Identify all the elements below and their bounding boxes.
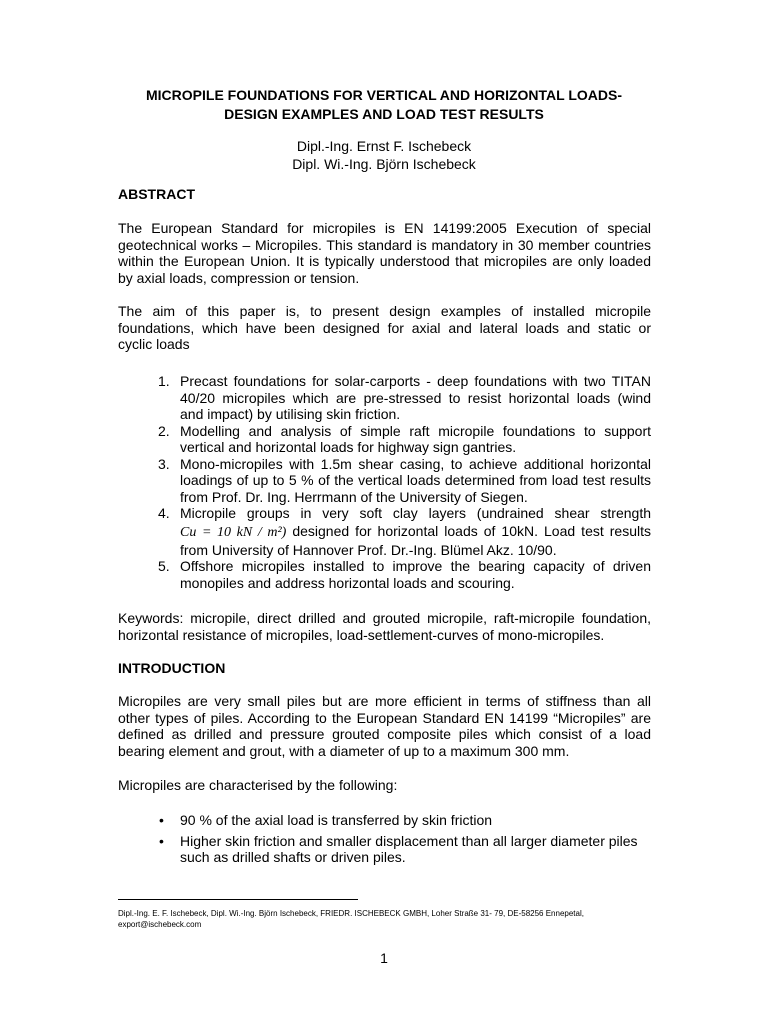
text-line: Micropile groups in very soft clay layers (undrained shear strength [180,505,651,521]
list-number: 1. [158,373,170,389]
text-line: 40/20 micropiles which are pre-stressed to resist horizontal loads (wind [180,389,651,406]
text-line: Modelling and analysis of simple raft micropile foundations to support [180,422,651,439]
text-line: and impact) by utilising skin friction. [180,406,401,422]
text-line: vertical and horizontal loads for highway sign gantries. [180,439,517,455]
list-number: 3. [158,455,170,472]
footnote [118,908,658,930]
list-item [158,373,651,423]
abstract-paragraph-1 [118,220,651,286]
text-line: Micropiles are characterised by the following: [118,777,398,793]
text-line: Micropiles are very small piles but are more efficient in terms of stiffness than all [118,693,651,709]
text-line: cyclic loads [118,336,190,352]
text-line: horizontal resistance of micropiles, load-settlement-curves of mono-micropiles. [118,626,605,643]
author-1: Dipl.-Ing. Ernst F. Ischebeck [296,138,472,154]
text-line: Mono-micropiles with 1.5m shear casing, to achieve additional horizontal [180,455,651,472]
text-line: Precast foundations for solar-carports - deep foundations with two TITAN [180,373,651,389]
text-line: loadings of up to 5 % of the vertical loads determined from load test results [180,472,651,488]
paper-title [118,86,650,124]
list-item [158,423,651,456]
text-line: from University of Hannover Prof. Dr.-Ing. Blümel Akz. 10/90. [180,541,557,558]
list-item [158,833,651,866]
list-item [158,456,651,506]
list-item [158,505,651,558]
list-number: 2. [158,422,170,439]
text-line: 90 % of the axial load is transferred by skin friction [180,812,493,828]
text-line: Offshore micropiles installed to improve the bearing capacity of driven [180,558,651,574]
shear-strength-formula: Cu = 10 kN / m²) [180,524,287,540]
list-number: 5. [158,558,170,574]
bullet-icon: • [159,812,164,828]
list-item [158,812,651,829]
title-line-1: MICROPILE FOUNDATIONS FOR VERTICAL AND HORIZONTAL LOADS- [146,87,622,103]
text-line: The aim of this paper is, to present design examples of installed micropile [118,303,651,319]
bullet-icon: • [159,832,164,849]
text-line: monopiles and address horizontal loads and scouring. [180,574,515,591]
text-line: Keywords: micropile, direct drilled and grouted micropile, raft-micropile foundation, [118,610,651,626]
text-line: by axial loads, compression or tension. [118,269,360,286]
text-line: The European Standard for micropiles is EN 14199:2005 Execution of special [118,220,651,236]
text-fragment: designed for horizontal loads of 10kN. Load test results [286,522,651,539]
author-2: Dipl. Wi.-Ing. Björn Ischebeck [292,156,476,172]
abstract-paragraph-2 [118,303,651,353]
text-line: bearing element and grout, with a diameter of up to a maximum 300 mm. [118,742,570,759]
design-examples-list [158,373,651,591]
text-line [180,522,651,542]
footnote-separator [118,899,358,900]
introduction-paragraph-1 [118,693,651,759]
keywords-paragraph [118,610,651,643]
text-line: Higher skin friction and smaller displacement than all larger diameter piles [180,832,638,849]
author-list [118,137,650,173]
introduction-heading: INTRODUCTION [118,660,226,676]
footnote-line-2: export@ischebeck.com [118,920,202,929]
text-line: within the European Union. It is typically understood that micropiles are only loaded [118,253,651,269]
page-number: 1 [380,950,388,966]
text-line: foundations, which have been designed for axial and lateral loads and static or [118,319,651,336]
title-line-2: DESIGN EXAMPLES AND LOAD TEST RESULTS [224,106,544,122]
text-line: geotechnical works – Micropiles. This standard is mandatory in 30 member countries [118,236,651,253]
text-line: such as drilled shafts or driven piles. [180,849,406,865]
introduction-paragraph-2 [118,777,651,794]
list-item [158,558,651,591]
text-line: defined as drilled and pressure grouted composite piles which consist of a load [118,726,651,742]
characteristics-list [158,812,651,870]
list-number: 4. [158,505,170,521]
text-line: other types of piles. According to the European Standard EN 14199 “Micropiles” are [118,709,651,726]
footnote-line-1: Dipl.-Ing. E. F. Ischebeck, Dipl. Wi.-Ing. Björn Ischebeck, FRIEDR. ISCHEBECK GMBH, Loher Straße 31- 79, DE-58256 Ennepetal, [118,909,584,918]
abstract-heading: ABSTRACT [118,186,195,202]
text-line: from Prof. Dr. Ing. Herrmann of the University of Siegen. [180,488,528,505]
